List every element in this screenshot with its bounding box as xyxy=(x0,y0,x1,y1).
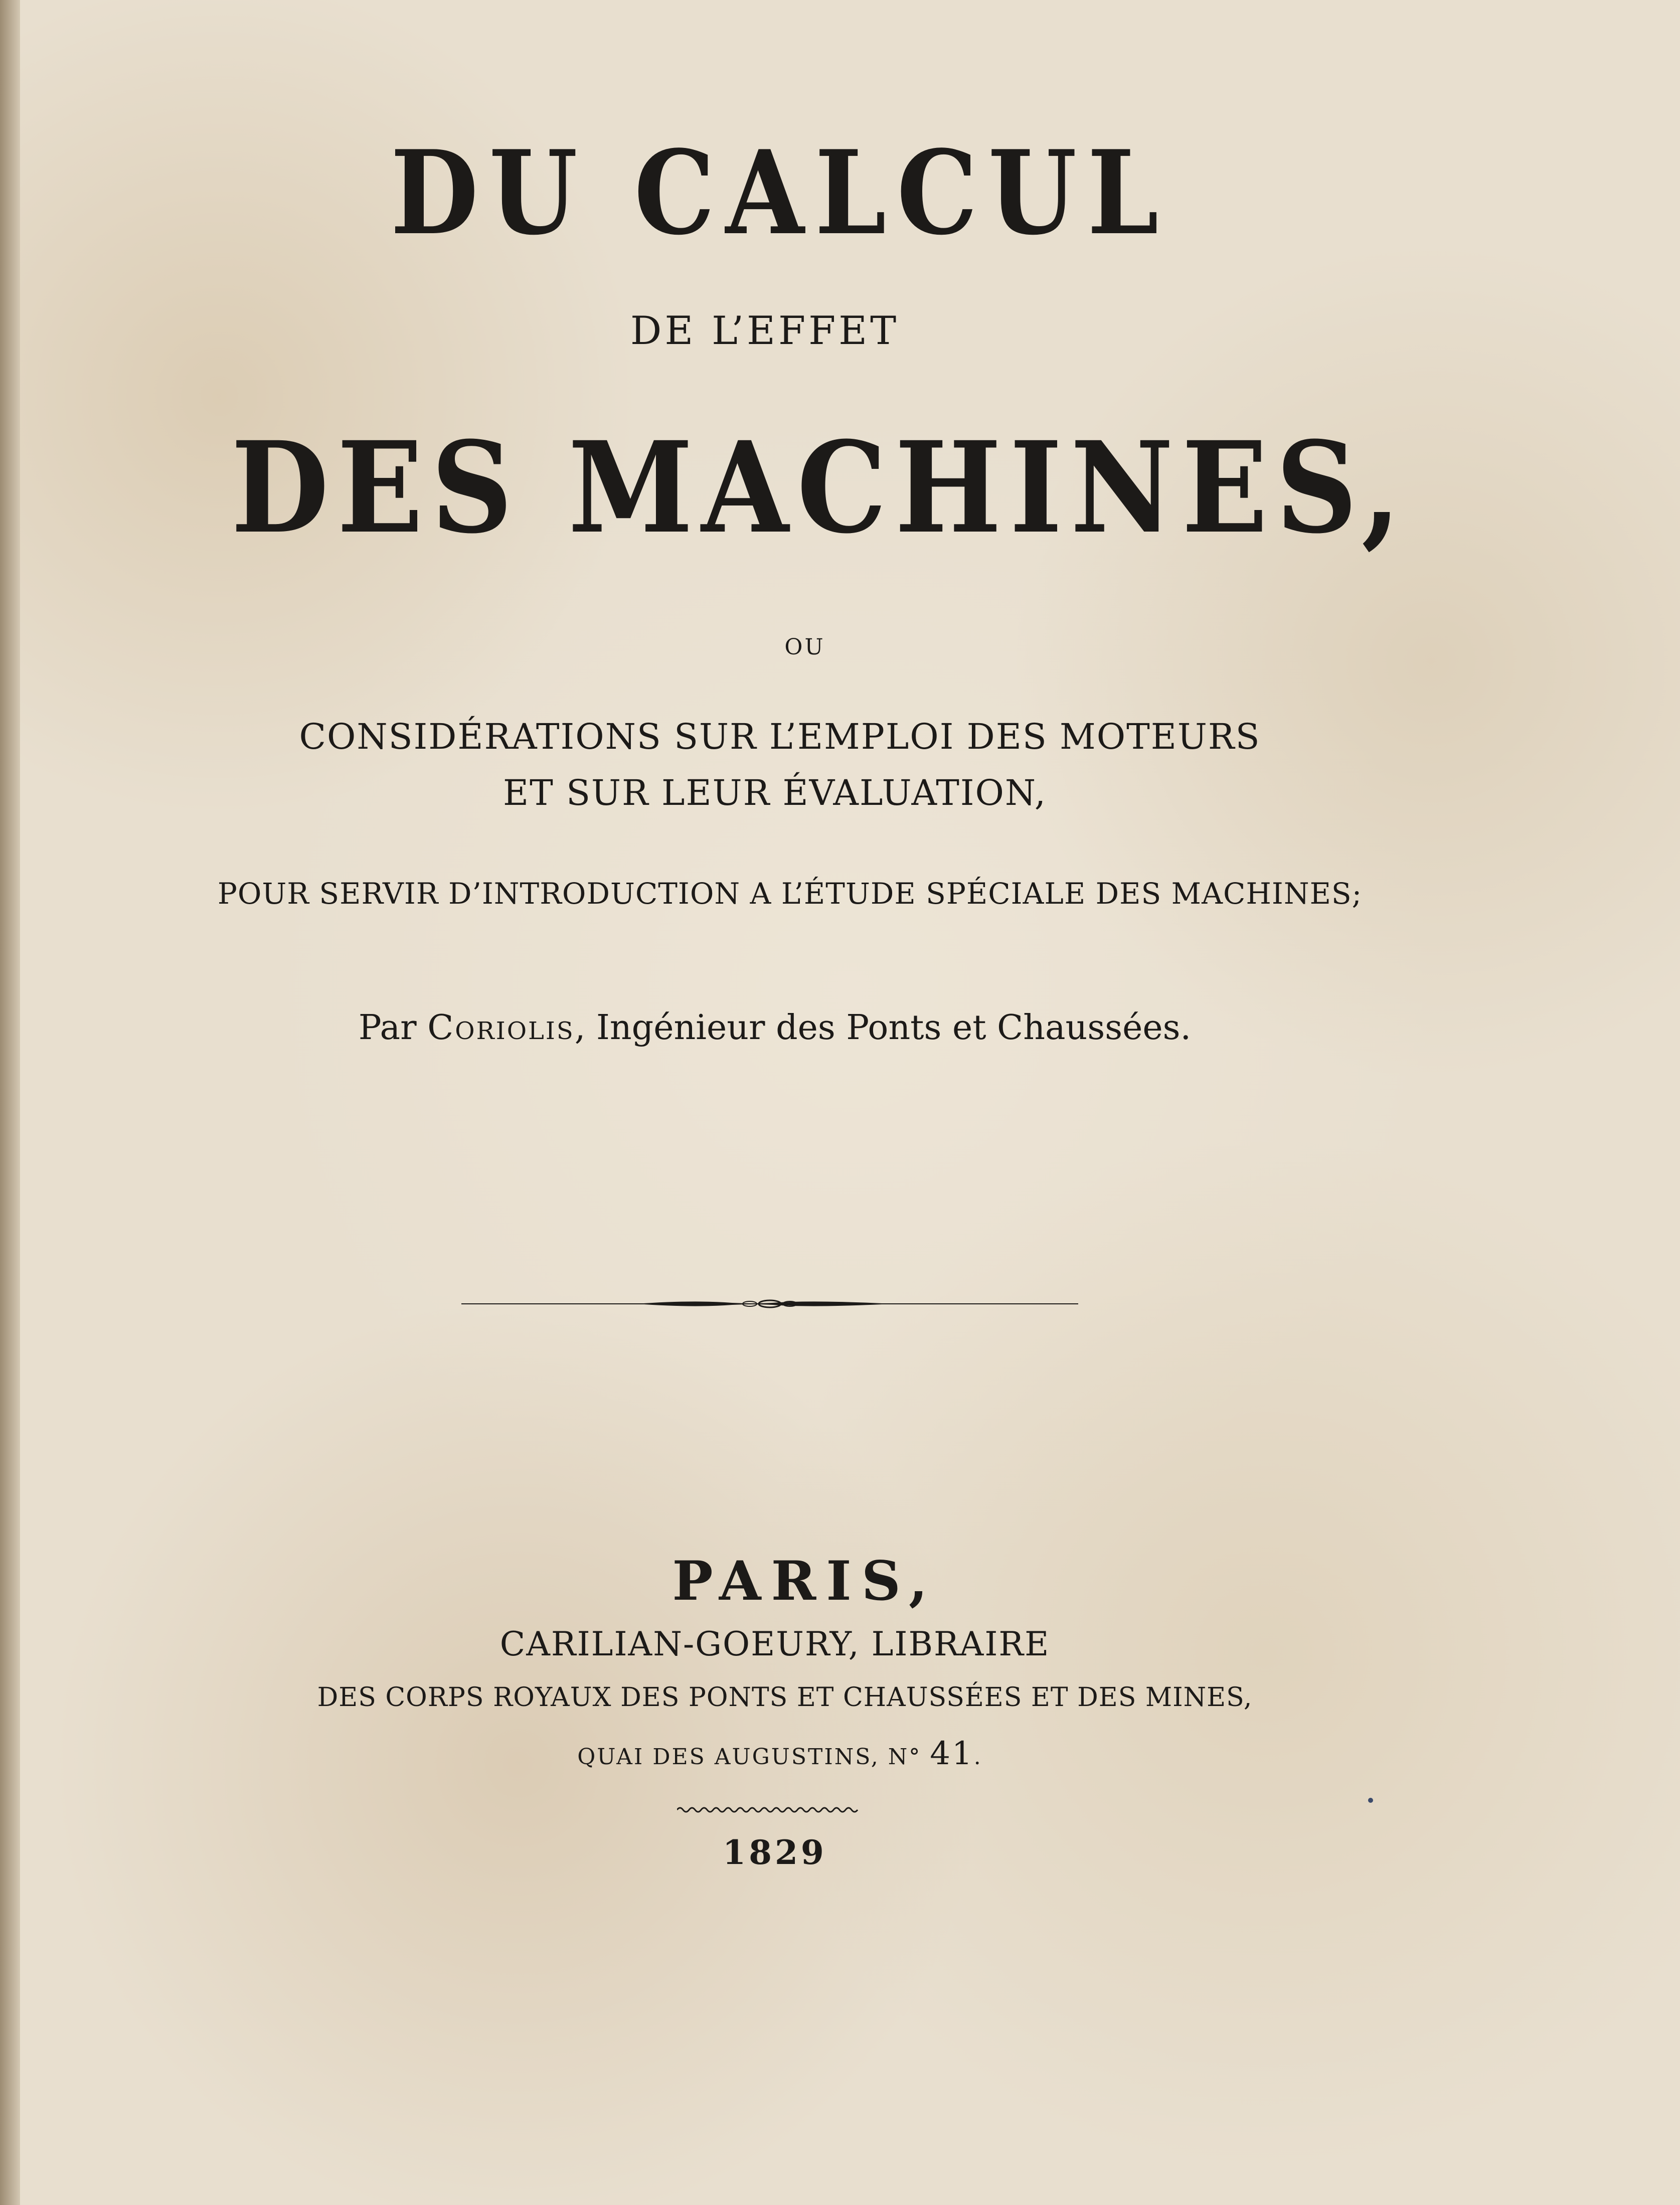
wavy-divider xyxy=(677,1804,863,1815)
imprint-address-number: 41 xyxy=(930,1735,974,1772)
main-title-line-1: DU CALCUL xyxy=(390,125,1169,261)
title-connector: OU xyxy=(784,634,825,660)
subtitle-line-3: POUR SERVIR D’INTRODUCTION A L’ÉTUDE SPÉCIALE DES MACHINES; xyxy=(217,877,1363,911)
imprint-publisher: CARILIAN-GOEURY, LIBRAIRE xyxy=(499,1625,1050,1663)
subtitle-line-1: CONSIDÉRATIONS SUR L’EMPLOI DES MOTEURS xyxy=(299,716,1261,757)
author-title: , Ingénieur des Ponts et Chaussées. xyxy=(574,1008,1192,1048)
subtitle-line-2: ET SUR LEUR ÉVALUATION, xyxy=(503,772,1047,813)
imprint-address-end: . xyxy=(973,1744,982,1770)
author-line xyxy=(0,1008,1615,1048)
main-title-line-3: DES MACHINES, xyxy=(231,414,1409,561)
imprint-address xyxy=(0,1735,1620,1772)
author-prefix: Par xyxy=(358,1008,428,1048)
author-name: Coriolis xyxy=(427,1008,575,1048)
imprint-city: PARIS, xyxy=(672,1550,938,1613)
ink-speck xyxy=(1368,1798,1373,1803)
main-title-line-2: DE L’EFFET xyxy=(630,308,900,354)
imprint-year: 1829 xyxy=(723,1833,827,1872)
imprint-address-text: QUAI DES AUGUSTINS, N° xyxy=(577,1744,930,1770)
imprint-publisher-line-2: DES CORPS ROYAUX DES PONTS ET CHAUSSÉES ET DES MINES, xyxy=(317,1682,1253,1713)
ornamental-rule xyxy=(461,1294,1078,1314)
